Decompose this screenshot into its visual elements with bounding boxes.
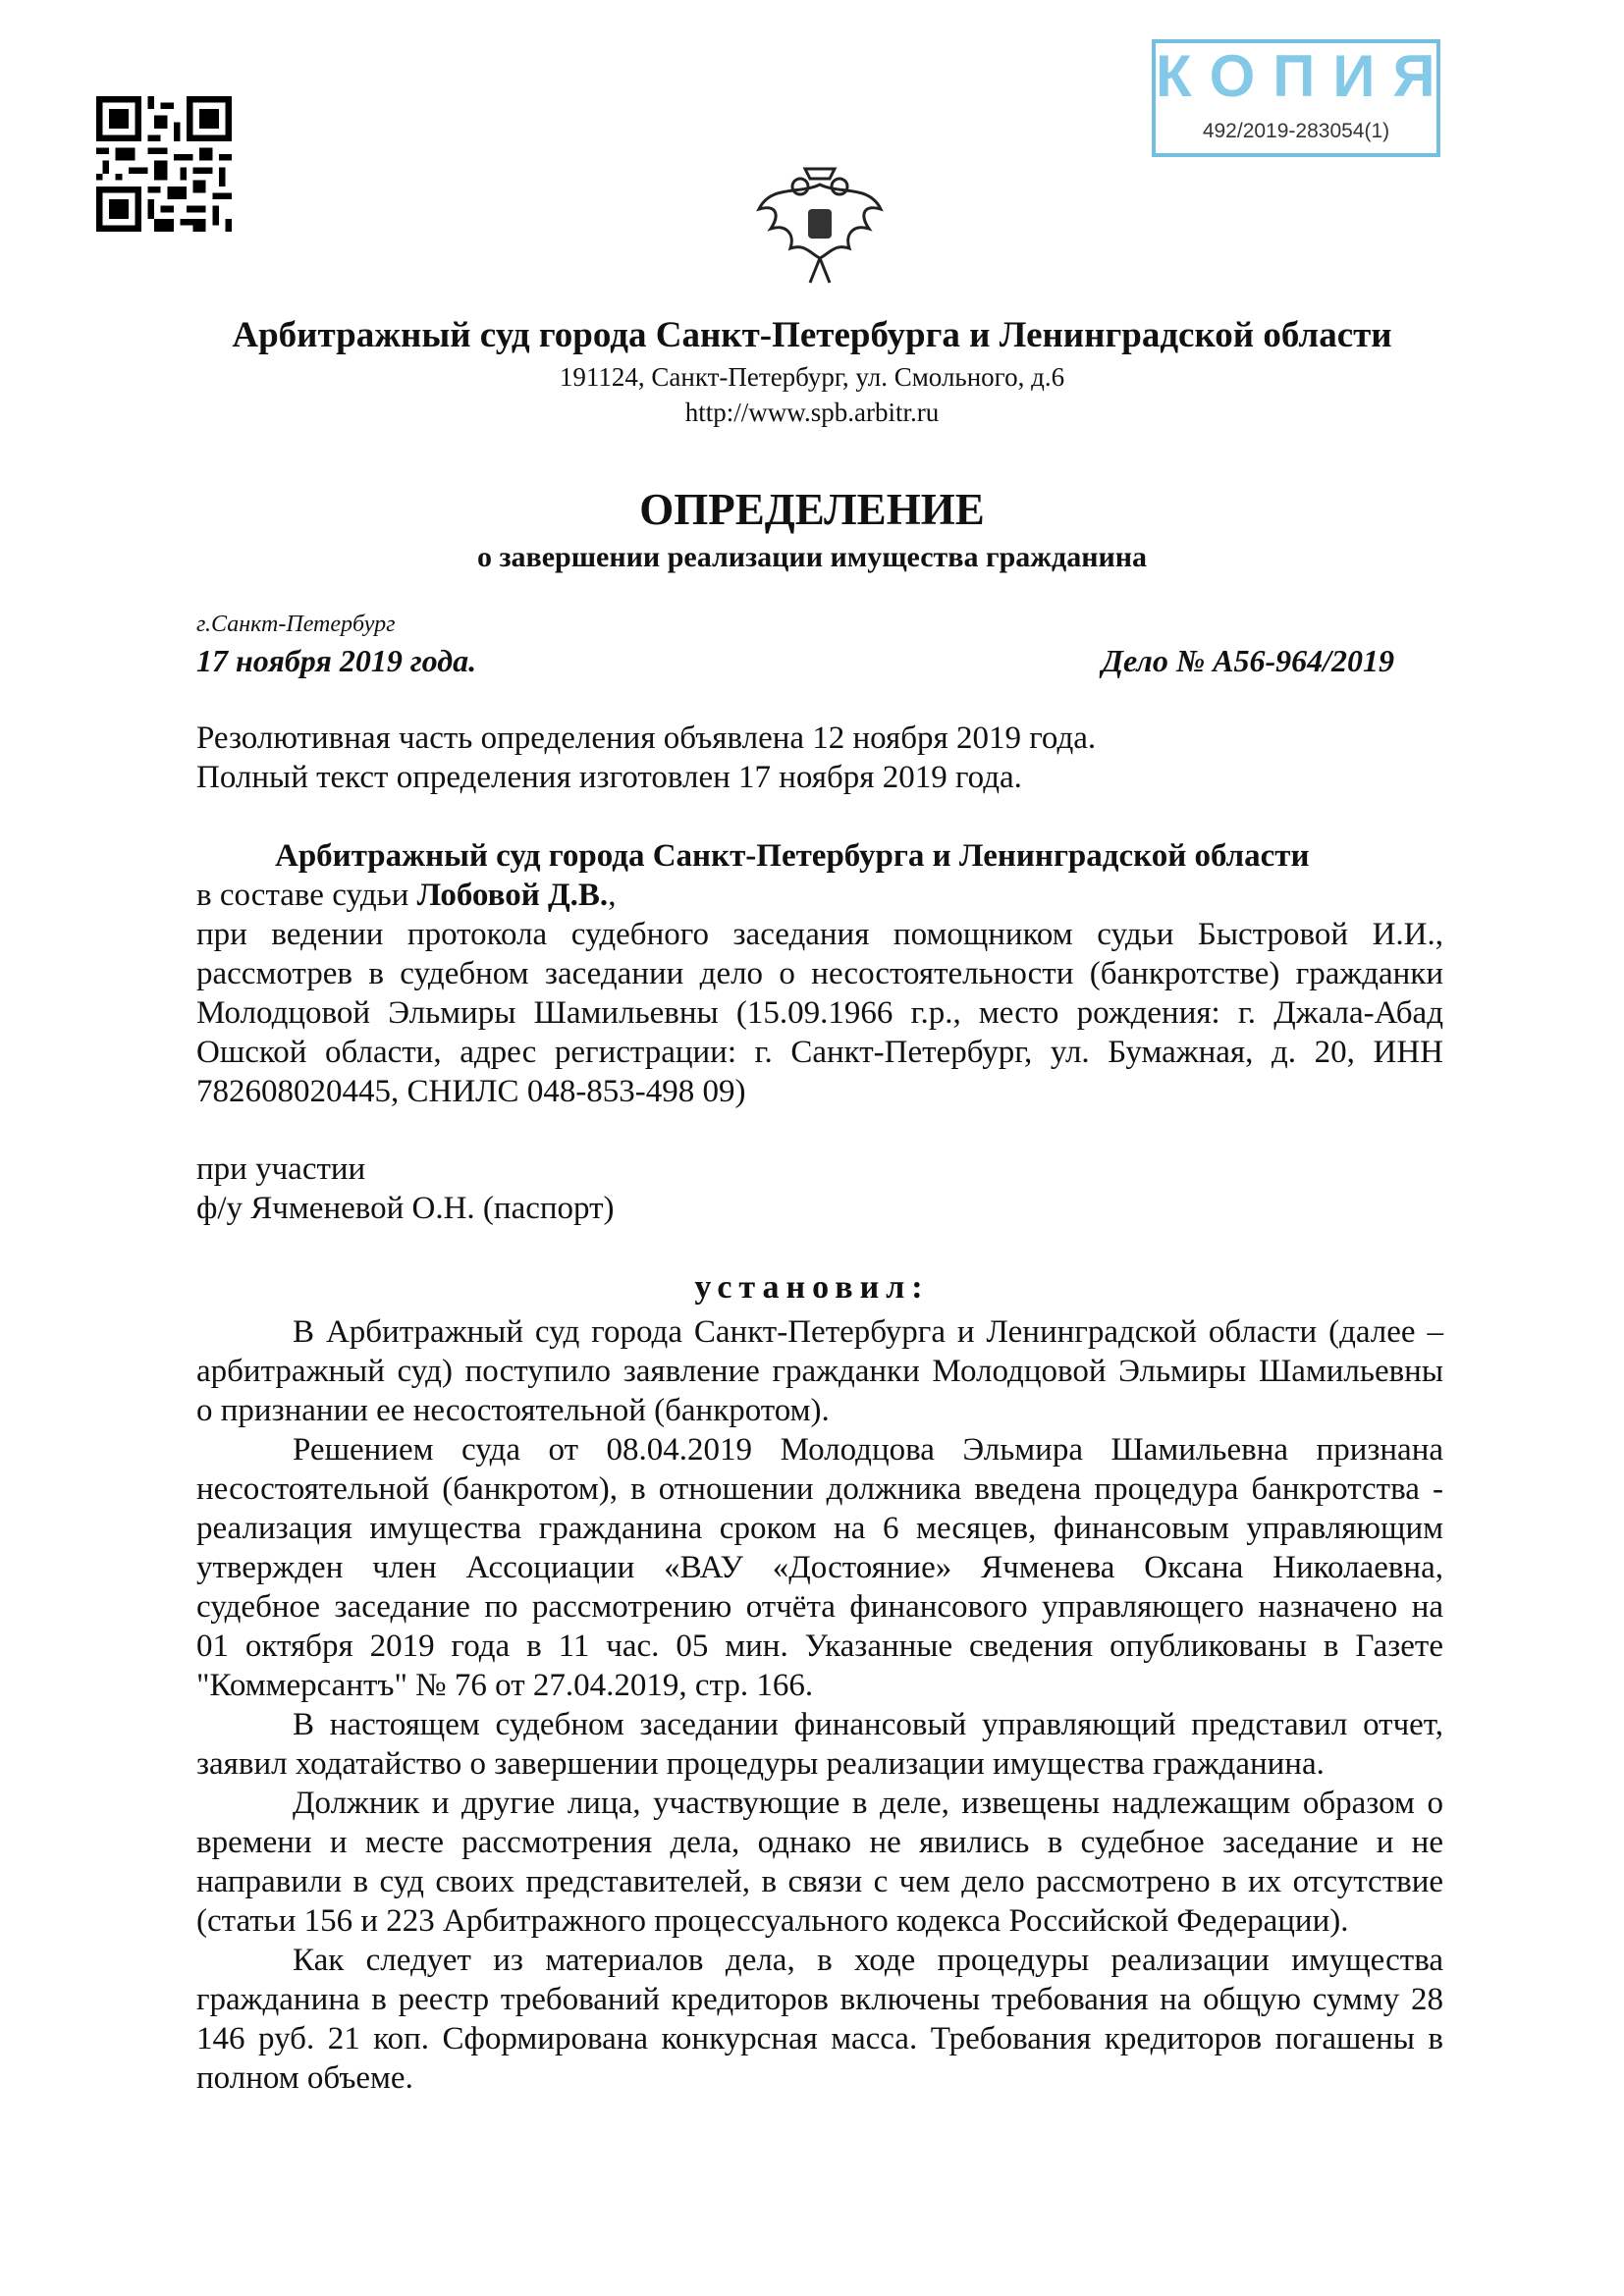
- composition-line: 782608020445, СНИЛС 048-853-498 09): [196, 1074, 746, 1109]
- body-paragraph-line: В Арбитражный суд города Санкт-Петербурга и Ленинградской области (далее –: [293, 1314, 1443, 1350]
- body-paragraph-line: арбитражный суд) поступило заявление гражданки Молодцовой Эльмиры Шамильевны: [196, 1354, 1443, 1389]
- city: г.Санкт-Петербург: [196, 612, 396, 637]
- body-paragraph-line: В настоящем судебном заседании финансовый управляющий представил отчет,: [293, 1707, 1443, 1742]
- stamp-word: КОПИЯ: [1156, 43, 1453, 109]
- intro-line: Полный текст определения изготовлен 17 ноября 2019 года.: [196, 760, 1022, 795]
- composition-line: рассмотрев в судебном заседании дело о несостоятельности (банкротстве) гражданки: [196, 956, 1443, 991]
- body-paragraph-line: Как следует из материалов дела, в ходе процедуры реализации имущества: [293, 1943, 1443, 1978]
- body-paragraph-line: о признании ее несостоятельной (банкротом).: [196, 1393, 830, 1428]
- court-website-link[interactable]: http://www.spb.arbitr.ru: [684, 398, 940, 427]
- body-paragraph-line: несостоятельной (банкротом), в отношении должника введена процедура банкротства -: [196, 1471, 1443, 1507]
- body-paragraph-line: гражданина в реестр требований кредиторов включены требования на общую сумму 28: [196, 1982, 1443, 2017]
- court-name: Арбитражный суд города Санкт-Петербурга и Ленинградской области: [232, 315, 1392, 355]
- participation-line: ф/у Ячменевой О.Н. (паспорт): [196, 1191, 615, 1226]
- body-paragraph-line: направили в суд своих представителей, в связи с чем дело рассмотрено в их отсутствие: [196, 1864, 1443, 1899]
- body-paragraph-line: заявил ходатайство о завершении процедуры реализации имущества гражданина.: [196, 1746, 1325, 1782]
- composition-line: Ошской области, адрес регистрации: г. Санкт-Петербург, ул. Бумажная, д. 20, ИНН: [196, 1035, 1443, 1070]
- judge-name: Лобовой Д.В.: [416, 878, 609, 913]
- court-composition-heading: Арбитражный суд города Санкт-Петербурга и Ленинградской области: [275, 838, 1310, 874]
- copy-stamp: [1152, 39, 1453, 157]
- body-paragraph-line: реализация имущества гражданина сроком на 6 месяцев, финансовым управляющим: [196, 1511, 1443, 1546]
- established-heading: установил:: [694, 1269, 930, 1306]
- composition-line: Молодцовой Эльмиры Шамильевны (15.09.1966 г.р., место рождения: г. Джала-Абад: [196, 995, 1443, 1031]
- body-paragraph-line: утвержден член Ассоциации «ВАУ «Достояние» Ячменева Оксана Николаевна,: [196, 1550, 1443, 1585]
- body-paragraph-line: судебное заседание по рассмотрению отчёта финансового управляющего назначено на: [196, 1589, 1443, 1625]
- body-paragraph-line: 01 октября 2019 года в 11 час. 05 мин. Указанные сведения опубликованы в Газете: [196, 1629, 1443, 1664]
- body-paragraph-line: "Коммерсантъ" № 76 от 27.04.2019, стр. 166.: [196, 1668, 814, 1703]
- case-number: Дело № А56-964/2019: [1102, 643, 1394, 678]
- body-paragraph-line: 146 руб. 21 коп. Сформирована конкурсная масса. Требования кредиторов погашены в: [196, 2021, 1443, 2056]
- body-paragraph-line: времени и месте рассмотрения дела, однако не явились в судебное заседание и не: [196, 1825, 1443, 1860]
- document-date: 17 ноября 2019 года.: [196, 643, 477, 678]
- judge-line: [196, 876, 1443, 915]
- document-title: ОПРЕДЕЛЕНИЕ: [639, 485, 985, 534]
- body-paragraph-line: Решением суда от 08.04.2019 Молодцова Эльмира Шамильевна признана: [293, 1432, 1443, 1468]
- intro-line: Резолютивная часть определения объявлена 12 ноября 2019 года.: [196, 721, 1097, 756]
- judge-suffix: ,: [608, 878, 617, 913]
- document-subtitle: о завершении реализации имущества гражданина: [476, 541, 1148, 573]
- qr-code: [96, 96, 232, 232]
- document-number: 492/2019-283054(1): [1202, 120, 1390, 142]
- body-paragraph-line: Должник и другие лица, участвующие в деле, извещены надлежащим образом о: [293, 1786, 1443, 1821]
- body-paragraph-line: полном объеме.: [196, 2060, 413, 2096]
- coat-of-arms-emblem: [751, 155, 889, 291]
- body-paragraph-line: (статьи 156 и 223 Арбитражного процессуального кодекса Российской Федерации).: [196, 1903, 1349, 1939]
- judge-prefix: в составе судьи: [196, 878, 417, 913]
- court-address: 191124, Санкт-Петербург, ул. Смольного, д.6: [559, 362, 1065, 392]
- participation-line: при участии: [196, 1151, 366, 1187]
- composition-line: при ведении протокола судебного заседания помощником судьи Быстровой И.И.,: [196, 917, 1443, 952]
